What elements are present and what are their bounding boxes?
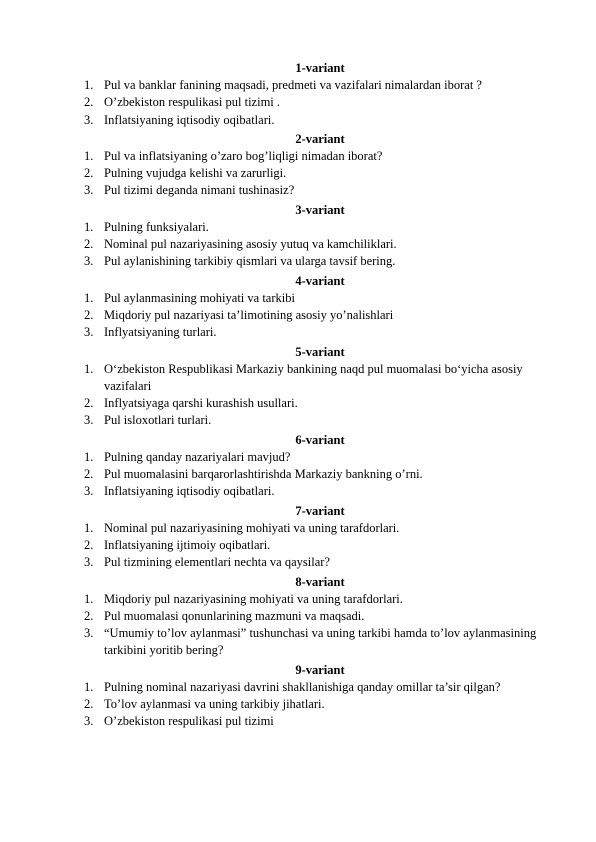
question-number: 1. bbox=[84, 361, 94, 376]
question-number: 3. bbox=[84, 183, 94, 198]
question-item bbox=[0, 466, 596, 483]
variant-section bbox=[0, 503, 596, 572]
question-number: 1. bbox=[84, 520, 94, 535]
variant-section bbox=[0, 662, 596, 731]
variant-title: 5-variant bbox=[295, 344, 345, 359]
question-text: Miqdoriy pul nazariyasi ta’limotining asosiy yo’nalishlari bbox=[104, 307, 394, 322]
question-number: 2. bbox=[84, 396, 94, 411]
question-item bbox=[0, 112, 596, 129]
question-number: 3. bbox=[84, 714, 94, 729]
question-number: 2. bbox=[84, 467, 94, 482]
question-item bbox=[0, 165, 596, 182]
question-text: Pulning qanday nazariyalari mavjud? bbox=[104, 449, 291, 464]
question-number: 2. bbox=[84, 608, 94, 623]
variant-section bbox=[0, 273, 596, 342]
question-text: Nominal pul nazariyasining asosiy yutuq va kamchiliklari. bbox=[104, 237, 397, 252]
question-text: Miqdoriy pul nazariyasining mohiyati va uning tarafdorlari. bbox=[104, 591, 403, 606]
question-item bbox=[0, 483, 596, 500]
question-item bbox=[0, 77, 596, 94]
question-item bbox=[0, 236, 596, 253]
question-text: Pul va inflatsiyaning o’zaro bog’liqligi nimadan iborat? bbox=[104, 148, 383, 163]
variant-title: 1-variant bbox=[295, 61, 345, 75]
question-number: 3. bbox=[84, 413, 94, 428]
question-item bbox=[0, 361, 596, 396]
question-number: 1. bbox=[84, 219, 94, 234]
question-list bbox=[0, 591, 596, 660]
question-text: To’lov aylanmasi va uning tarkibiy jihatlari. bbox=[104, 697, 325, 712]
question-number: 2. bbox=[84, 537, 94, 552]
variant-title: 3-variant bbox=[295, 202, 345, 217]
variant-section bbox=[0, 344, 596, 430]
question-text: O’zbekiston respulikasi pul tizimi bbox=[104, 714, 274, 729]
question-text: Pul aylanishining tarkibiy qismlari va ularga tavsif bering. bbox=[104, 254, 396, 269]
variant-title: 6-variant bbox=[295, 432, 345, 447]
question-text: Nominal pul nazariyasining mohiyati va uning tarafdorlari. bbox=[104, 520, 400, 535]
question-number: 3. bbox=[84, 484, 94, 499]
question-number: 1. bbox=[84, 679, 94, 694]
question-item bbox=[0, 554, 596, 571]
question-list bbox=[0, 449, 596, 501]
variant-title: 9-variant bbox=[295, 662, 345, 677]
question-item bbox=[0, 395, 596, 412]
question-item bbox=[0, 324, 596, 341]
question-item bbox=[0, 148, 596, 165]
question-text: Pulning funksiyalari. bbox=[104, 219, 209, 234]
question-list bbox=[0, 219, 596, 271]
variant-section bbox=[0, 202, 596, 271]
question-text: Pul muomalasi qonunlarining mazmuni va maqsadi. bbox=[104, 608, 365, 623]
question-list bbox=[0, 361, 596, 430]
question-text: O‘zbekiston Respublikasi Markaziy bankining naqd pul muomalasi bo‘yicha asosiy vazifalari bbox=[104, 361, 523, 393]
question-item bbox=[0, 713, 596, 730]
question-item bbox=[0, 679, 596, 696]
question-number: 3. bbox=[84, 254, 94, 269]
question-number: 3. bbox=[84, 112, 94, 127]
question-text: Pul va banklar fanining maqsadi, predmeti va vazifalari nimalardan iborat ? bbox=[104, 78, 482, 92]
question-item bbox=[0, 412, 596, 429]
question-list bbox=[0, 520, 596, 572]
question-number: 2. bbox=[84, 166, 94, 181]
question-list bbox=[0, 679, 596, 731]
question-item bbox=[0, 290, 596, 307]
question-text: Pul muomalasini barqarorlashtirishda Markaziy bankning o’rni. bbox=[104, 467, 423, 482]
question-number: 1. bbox=[84, 148, 94, 163]
question-number: 2. bbox=[84, 95, 94, 110]
question-item bbox=[0, 219, 596, 236]
question-text: Pulning vujudga kelishi va zarurligi. bbox=[104, 166, 287, 181]
question-text: “Umumiy to’lov aylanmasi” tushunchasi va uning tarkibi hamda to’lov aylanmasining tarkibini yoritib bering? bbox=[104, 626, 537, 658]
question-item bbox=[0, 449, 596, 466]
question-number: 1. bbox=[84, 290, 94, 305]
question-item bbox=[0, 625, 596, 660]
question-text: Pul isloxotlari turlari. bbox=[104, 413, 212, 428]
variant-section bbox=[0, 131, 596, 200]
question-text: Inflatsiyaning iqtisodiy oqibatlari. bbox=[104, 112, 275, 127]
variant-title: 8-variant bbox=[295, 574, 345, 589]
variant-title: 2-variant bbox=[295, 131, 345, 146]
question-number: 1. bbox=[84, 591, 94, 606]
question-list bbox=[0, 77, 596, 129]
question-text: O’zbekiston respulikasi pul tizimi . bbox=[104, 95, 281, 110]
question-number: 2. bbox=[84, 697, 94, 712]
question-text: Pul aylanmasining mohiyati va tarkibi bbox=[104, 290, 295, 305]
question-text: Pul tizmining elementlari nechta va qaysilar? bbox=[104, 555, 330, 570]
question-number: 1. bbox=[84, 449, 94, 464]
question-text: Inflyatsiyaga qarshi kurashish usullari. bbox=[104, 396, 298, 411]
question-item bbox=[0, 253, 596, 270]
variant-title: 7-variant bbox=[295, 503, 345, 518]
variant-section bbox=[0, 60, 596, 129]
question-item bbox=[0, 307, 596, 324]
question-item bbox=[0, 696, 596, 713]
question-item bbox=[0, 520, 596, 537]
question-list bbox=[0, 290, 596, 342]
question-number: 2. bbox=[84, 237, 94, 252]
question-text: Pulning nominal nazariyasi davrini shakllanishiga qanday omillar ta’sir qilgan? bbox=[104, 679, 501, 694]
question-item bbox=[0, 182, 596, 199]
question-item bbox=[0, 537, 596, 554]
question-list bbox=[0, 148, 596, 200]
question-item bbox=[0, 591, 596, 608]
question-text: Inflatsiyaning ijtimoiy oqibatlari. bbox=[104, 537, 271, 552]
variant-section bbox=[0, 574, 596, 660]
question-number: 1. bbox=[84, 78, 94, 92]
question-text: Pul tizimi deganda nimani tushinasiz? bbox=[104, 183, 295, 198]
question-item bbox=[0, 94, 596, 111]
variant-section bbox=[0, 432, 596, 501]
variant-list bbox=[0, 58, 596, 731]
question-number: 3. bbox=[84, 325, 94, 340]
question-number: 3. bbox=[84, 626, 94, 641]
question-item bbox=[0, 608, 596, 625]
variant-title: 4-variant bbox=[295, 273, 345, 288]
question-number: 2. bbox=[84, 307, 94, 322]
question-text: Inflyatsiyaning turlari. bbox=[104, 325, 217, 340]
question-number: 3. bbox=[84, 555, 94, 570]
question-text: Inflatsiyaning iqtisodiy oqibatlari. bbox=[104, 484, 275, 499]
